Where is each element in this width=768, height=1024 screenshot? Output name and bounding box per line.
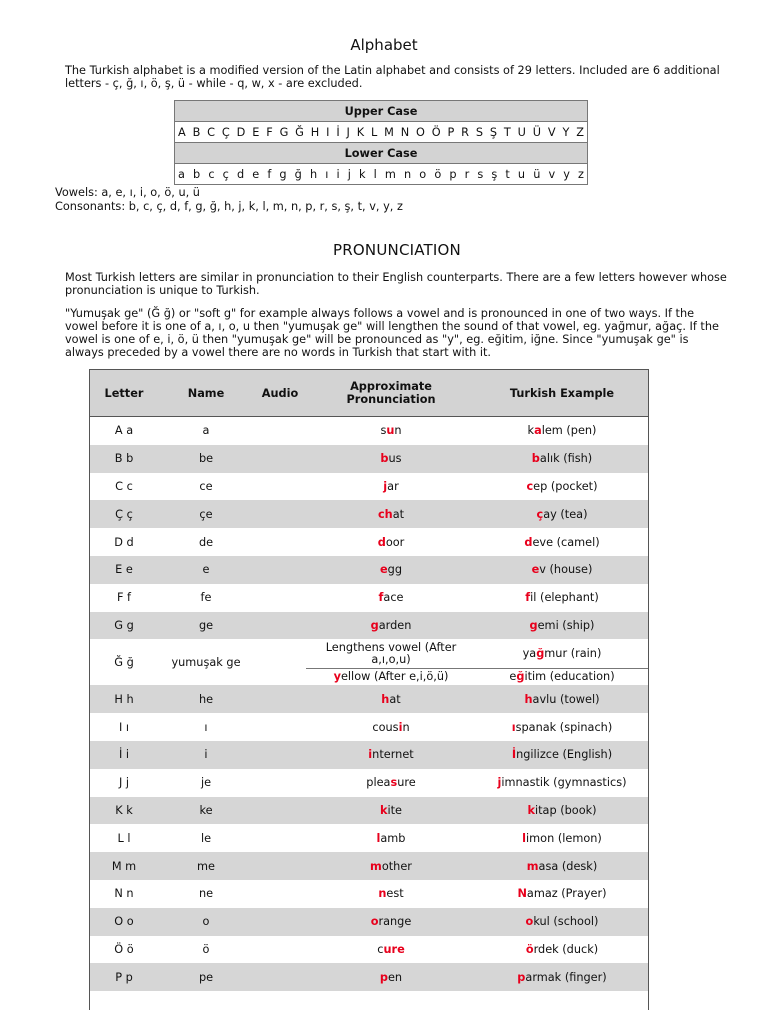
table-header-row — [90, 370, 648, 417]
audio-cell — [254, 741, 306, 769]
audio-cell — [254, 797, 306, 825]
pronunciation-cell: n est — [378, 887, 404, 901]
name-cell: ı — [204, 720, 208, 734]
pronunciation-cell: Lengthens vowel (After a,ı,o,u) — [325, 641, 457, 667]
header-pronunciation: Approximate Pronunciation — [346, 380, 436, 406]
example-cell: ı spanak (spinach) — [511, 720, 613, 734]
pronunciation-cell: f ace — [378, 591, 404, 605]
audio-cell — [254, 417, 306, 445]
soft-g-paragraph: "Yumuşak ge" (Ğ ğ) or "soft g" for example always follows a vowel and is pronounced in one of two ways. If the vowel before it is one of a, ı, o, u then "yumuşak ge" will lengthen the sound of that vowel, eg. yağmur, ağaç. If the vowel is one of e, i, ö, ü then "yumuşak ge" will be pronounced as "y", eg. eğitim, iğne. Since "yumuşak ge" is always preceded by a vowel there are no words in Turkish that start with it. — [65, 307, 719, 359]
row-divider — [306, 668, 648, 669]
section-title: PRONUNCIATION — [333, 241, 461, 259]
table-row — [90, 528, 648, 556]
intro-paragraph: The Turkish alphabet is a modified version of the Latin alphabet and consists of 29 letters. Included are 6 additional letters - ç, ğ, ı, ö, ş, ü - while - q, w, x - are excluded. — [65, 64, 720, 90]
example-cell: İ ngilizce (English) — [511, 748, 613, 762]
table-row — [90, 445, 648, 473]
letter-cell: Ö ö — [114, 942, 134, 956]
name-cell: pe — [198, 970, 214, 984]
pronunciation-cell: cous i n — [372, 720, 410, 734]
audio-cell — [254, 584, 306, 612]
name-cell: he — [198, 692, 214, 706]
table-row — [90, 556, 648, 584]
example-cell: p armak (finger) — [517, 970, 607, 984]
table-row — [90, 908, 648, 936]
lower-case-header: Lower Case — [175, 143, 588, 164]
example-cell: b alık (fish) — [531, 452, 593, 466]
table-row — [90, 417, 648, 445]
letter-cell: J j — [118, 776, 130, 790]
letter-cell: A a — [114, 424, 134, 438]
header-letter: Letter — [104, 386, 144, 400]
audio-cell — [254, 713, 306, 741]
audio-cell — [254, 936, 306, 964]
table-row — [90, 797, 648, 825]
lower-case-letters: a b c ç d e f g ğ h ı i j k l m n o ö p r s ş t u ü v y z — [175, 164, 588, 185]
example-cell: j imnastik (gymnastics) — [497, 776, 627, 790]
letter-cell: M m — [111, 859, 137, 873]
pronunciation-cell: m other — [370, 859, 412, 873]
audio-cell — [254, 824, 306, 852]
pronunciation-cell: p en — [379, 970, 403, 984]
letter-cell: F f — [116, 591, 132, 605]
letter-cell: O o — [114, 915, 134, 929]
audio-cell — [254, 473, 306, 501]
table-row — [90, 612, 648, 640]
letter-cell: Ğ ğ — [114, 655, 134, 669]
name-cell: le — [200, 831, 212, 845]
example-cell: k a lem (pen) — [527, 424, 597, 438]
example-cell: k itap (book) — [527, 803, 597, 817]
letter-cell: B b — [114, 452, 134, 466]
name-cell: ge — [198, 618, 214, 632]
name-cell: be — [198, 452, 214, 466]
example-cell: l imon (lemon) — [522, 831, 602, 845]
example-cell: h avlu (towel) — [524, 692, 600, 706]
name-cell: i — [204, 748, 208, 762]
upper-case-header: Upper Case — [175, 101, 588, 122]
pronunciation-cell: h at — [381, 692, 401, 706]
audio-cell — [254, 880, 306, 908]
table-row — [90, 824, 648, 852]
audio-cell — [254, 445, 306, 473]
audio-cell — [254, 769, 306, 797]
name-cell: ö — [202, 942, 210, 956]
name-cell: e — [202, 563, 210, 577]
table-row — [90, 584, 648, 612]
consonants-line: Consonants: b, c, ç, d, f, g, ğ, h, j, k, l, m, n, p, r, s, ş, t, v, y, z — [55, 200, 403, 213]
pronunciation-cell: c ure — [377, 942, 405, 956]
name-cell: ce — [199, 479, 213, 493]
pronunciation-cell: l amb — [376, 831, 406, 845]
header-name: Name — [187, 386, 225, 400]
audio-cell — [254, 612, 306, 640]
letter-cell: E e — [115, 563, 133, 577]
name-cell: me — [197, 859, 215, 873]
table-row — [90, 769, 648, 797]
table-row — [90, 963, 648, 991]
name-cell: ne — [198, 887, 214, 901]
audio-cell — [254, 852, 306, 880]
audio-cell — [254, 556, 306, 584]
example-cell: e v (house) — [531, 563, 593, 577]
letter-cell: N n — [114, 887, 134, 901]
pronunciation-cell: ch at — [377, 507, 405, 521]
vowels-line: Vowels: a, e, ı, i, o, ö, u, ü — [55, 186, 200, 199]
name-cell: de — [198, 535, 214, 549]
pronunciation-cell: plea s ure — [366, 776, 416, 790]
name-cell: yumuşak ge — [171, 655, 241, 669]
table-body — [90, 417, 648, 991]
example-cell: o kul (school) — [525, 915, 599, 929]
pronunciation-cell: s u n — [380, 424, 402, 438]
example-cell: ya ğ mur (rain) — [522, 647, 602, 661]
table-row — [90, 473, 648, 501]
pronunciation-cell: g arden — [370, 618, 412, 632]
pronunciation-table — [89, 369, 649, 1010]
example-cell: m asa (desk) — [526, 859, 598, 873]
pronunciation-cell: d oor — [377, 535, 405, 549]
table-row — [90, 685, 648, 713]
upper-case-letters: A B C Ç D E F G Ğ H I İ J K L M N O Ö P R S Ş T U Ü V Y Z — [175, 122, 588, 143]
pronunciation-cell: i nternet — [368, 748, 414, 762]
audio-cell — [254, 528, 306, 556]
pronunciation-cell: b us — [380, 452, 402, 466]
letter-cell: Ç ç — [115, 507, 133, 521]
audio-cell — [254, 639, 306, 685]
table-row — [90, 713, 648, 741]
letter-cell: G g — [114, 618, 134, 632]
audio-cell — [254, 908, 306, 936]
name-cell: fe — [200, 591, 212, 605]
example-cell: g emi (ship) — [529, 618, 595, 632]
example-cell: c ep (pocket) — [526, 479, 598, 493]
table-row — [90, 639, 648, 685]
audio-cell — [254, 500, 306, 528]
header-example: Turkish Example — [509, 386, 615, 400]
letter-cell: I ı — [118, 720, 130, 734]
name-cell: ke — [199, 803, 213, 817]
letter-cell: İ i — [118, 748, 130, 762]
pronunciation-cell: j ar — [383, 479, 399, 493]
table-row — [90, 741, 648, 769]
table-row — [90, 852, 648, 880]
example-cell: d eve (camel) — [524, 535, 600, 549]
example-cell: N amaz (Prayer) — [517, 887, 607, 901]
header-audio: Audio — [261, 386, 299, 400]
example-cell: f il (elephant) — [525, 591, 599, 605]
letter-cell: L l — [117, 831, 131, 845]
letter-cell: P p — [115, 970, 133, 984]
letter-cell: K k — [115, 803, 133, 817]
pronunciation-cell-alt: y ellow (After e,i,ö,ü) — [333, 670, 449, 684]
name-cell: a — [202, 424, 210, 438]
letter-cell: H h — [114, 692, 134, 706]
pronunciation-cell: e gg — [379, 563, 402, 577]
example-cell: ç ay (tea) — [536, 507, 588, 521]
page-title: Alphabet — [350, 36, 418, 54]
pronunciation-cell: k ite — [379, 803, 403, 817]
audio-cell — [254, 685, 306, 713]
example-cell-alt: e ğ itim (education) — [509, 670, 615, 684]
example-cell: ö rdek (duck) — [525, 942, 599, 956]
audio-cell — [254, 963, 306, 991]
table-row — [90, 500, 648, 528]
pronunciation-intro: Most Turkish letters are similar in pronunciation to their English counterparts. There are a few letters however whose pronunciation is unique to Turkish. — [65, 271, 727, 297]
name-cell: je — [200, 776, 212, 790]
name-cell: çe — [199, 507, 213, 521]
table-row — [90, 880, 648, 908]
name-cell: o — [202, 915, 210, 929]
letter-cell: C c — [115, 479, 133, 493]
letter-cell: D d — [114, 535, 134, 549]
pronunciation-cell: o range — [370, 915, 412, 929]
table-row — [90, 936, 648, 964]
alphabet-table — [174, 100, 588, 185]
